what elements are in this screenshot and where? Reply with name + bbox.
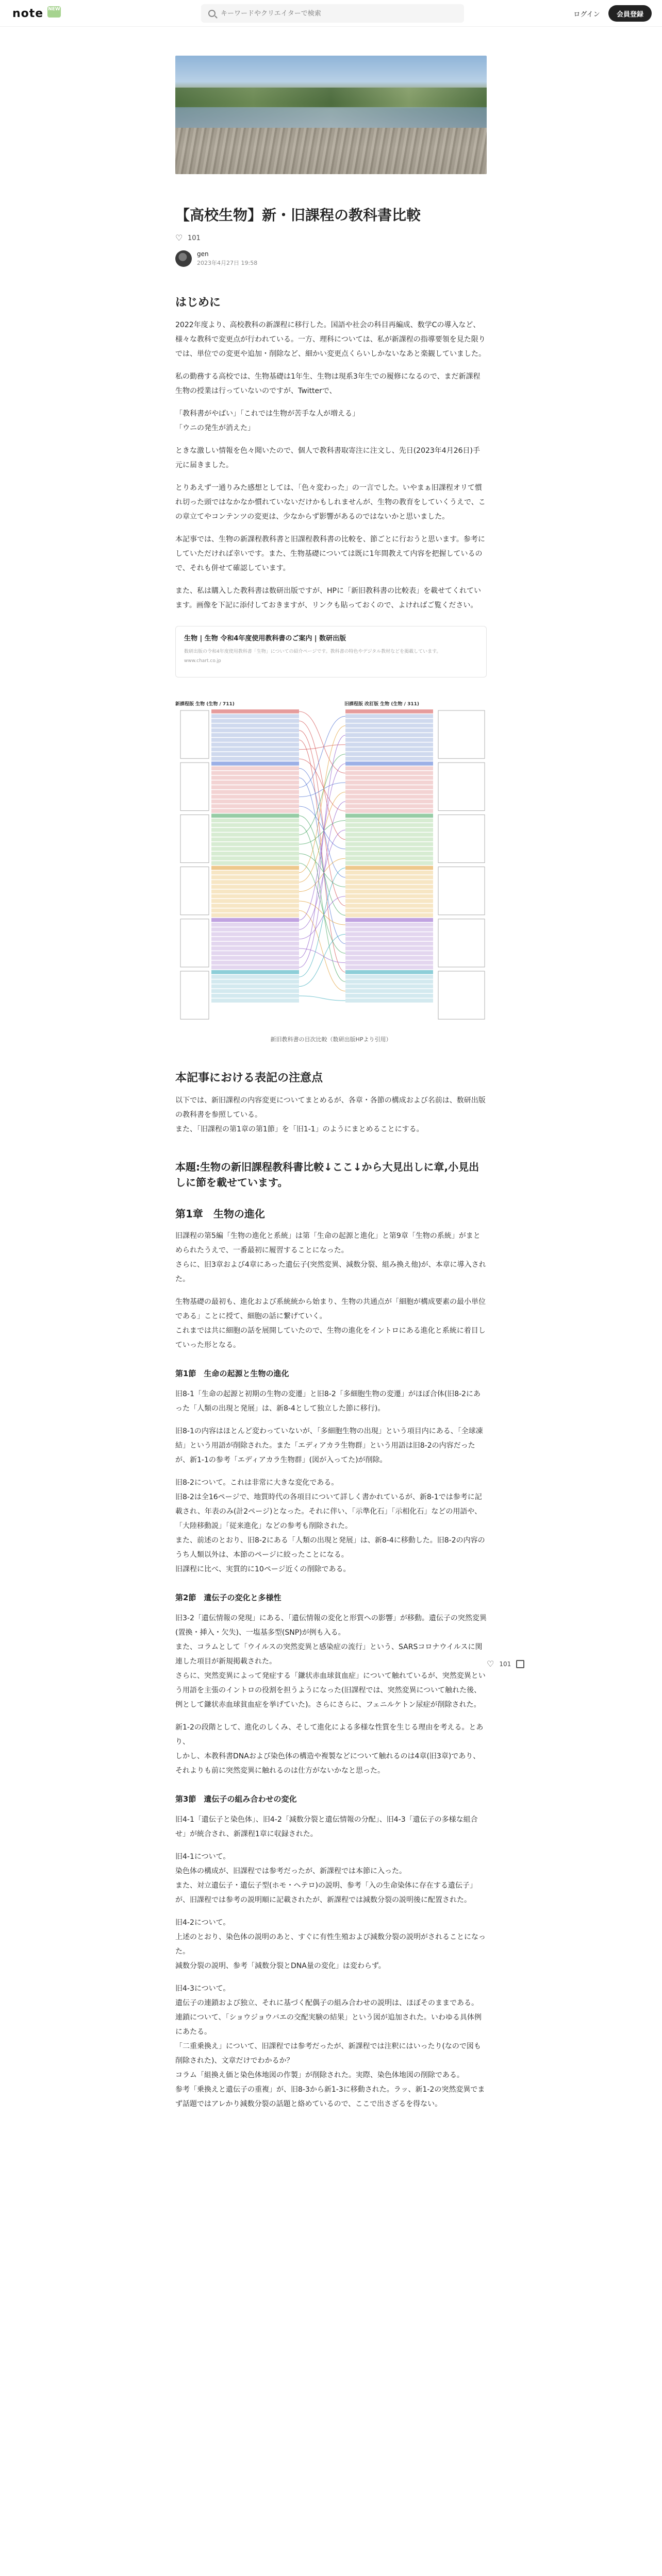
old-toc-row [345,871,433,875]
connector-line [299,802,345,968]
old-toc-row [345,913,433,918]
new-toc-row [211,856,299,860]
new-toc-row [211,985,299,989]
search-input[interactable] [221,10,448,18]
paragraph-line: 新1-2の段階として、進化のしくみ、そして進化による多様な性質を生じる理由を考える。とあり、 [175,1723,484,1746]
article [175,56,487,2111]
paragraph-line: 減数分裂の説明、参考「減数分裂とDNA量の変化」は変わらず。 [175,1962,386,1970]
new-toc-row [211,998,299,1003]
new-toc-row [211,804,299,808]
old-toc-row [345,766,433,770]
signup-button[interactable]: 会員登録 [608,5,652,22]
old-toc-row [345,809,433,813]
paragraph-line: さらに、突然変異によって発症する「鎌状赤血球貧血症」について触れているが、突然変異という用語を主張のイントロの役割を担うようになった(旧課程では、突然変異について触れた後、例として鎌状赤血球貧血症を挙げていた)。さらにさらに、フェニルケトン尿症が削除された。 [175,1672,486,1709]
old-toc-row [345,776,433,780]
paragraph [175,1093,487,1137]
paragraph [175,318,487,361]
paragraph-line: 旧3-2「遺伝情報の発現」にある、「遺伝情報の変化と形質への影響」が移動。遺伝子の突然変異(置換・挿入・欠失)、一塩基多型(SNP)が例も入る。 [175,1614,487,1637]
paragraph [175,1476,487,1577]
old-toc-row [345,823,433,827]
new-toc-row [211,908,299,912]
old-toc-row [345,918,433,922]
old-toc-row [345,998,433,1003]
new-toc-row [211,738,299,742]
paragraph-line: また、私は購入した教科書は数研出版ですが、HPに「新旧教科書の比較表」を載せてくれています。画像を下記に添付しておきますが、リンクも貼っておくので、よければご覧ください。 [175,587,481,609]
new-toc-row [211,742,299,747]
new-toc-row [211,861,299,865]
comparison-diagram [175,708,487,1028]
old-toc-row [345,904,433,908]
paragraph-line: また、「旧課程の第1章の第1節」を「旧1-1」のようにまとめることにする。 [175,1125,424,1133]
paragraph-line: 旧8-2は全16ページで、地質時代の各項目について詳しく書かれているが、新8-1では参考に記載され、年表のみ(計2ページ)となった。それに伴い、「示準化石」「示相化石」などの用語や、「大陸移動説」「従来進化」などの参考も削除された。 [175,1493,482,1530]
author-meta [197,250,257,267]
paragraph [175,1916,487,1973]
paragraph [175,1981,487,2111]
old-toc-row [345,748,433,752]
new-toc-row [211,918,299,922]
old-toc-row [345,970,433,974]
old-toc-row [345,885,433,889]
new-chapter-bracket [180,919,209,967]
new-toc-row [211,880,299,884]
paragraph [175,1850,487,1907]
old-chapter-bracket [438,867,485,915]
new-toc-row [211,814,299,818]
old-toc-row [345,709,433,714]
new-toc-row [211,913,299,918]
old-toc-row [345,833,433,837]
figure-caption: 新旧教科書の目次比較（数研出版HPより引用） [270,1036,392,1043]
paragraph [175,1387,487,1416]
paragraph [175,1424,487,1467]
paragraph [175,1812,487,1841]
old-toc-row [345,842,433,846]
old-toc-row [345,828,433,832]
old-toc-row [345,880,433,884]
new-toc-row [211,766,299,770]
paragraph-line: これまでは共に細胞の話を展開していたので、生物の進化をイントロにある進化と系統に着目していった形となる。 [175,1327,486,1349]
old-chapter-bracket [438,710,485,758]
old-toc-row [345,714,433,718]
old-toc-row [345,728,433,733]
link-card-url: www.chart.co.jp [184,658,221,664]
heading-main: 本題:生物の新旧課程教科書比較↓ここ↓から大見出しに章,小見出しに節を載せています。 [175,1161,479,1189]
paragraph-line: 生物基礎の最初も、進化および系統統から始まり、生物の共通点が「細胞が構成要素の最小単位である」ことに授て、細胞の話に繋げていく。 [175,1298,486,1320]
hero-trees [175,88,487,108]
new-toc-row [211,724,299,728]
old-toc-row [345,908,433,912]
paragraph-line: 旧課程の第5編「生物の進化と系統」は第「生命の起源と進化」と第9章「生物の系統」がまとめられたうえで、一番最初に履習することになった。 [175,1232,481,1255]
paragraph [175,481,487,524]
connector-line [299,778,345,944]
connector-line [299,934,345,986]
paragraph-line: さらに、旧3章および4章にあった遺伝子(突然変異、減数分裂、組み換え他)が、本章に導入された。 [175,1261,486,1283]
side-actions [487,1659,524,1669]
paragraph [175,406,487,435]
new-toc-row [211,970,299,974]
old-toc-row [345,937,433,941]
logo-badge: NEW [47,6,61,18]
connector-line [299,716,345,787]
hero-image [175,56,487,174]
new-toc-row [211,875,299,879]
like-count: 101 [188,234,201,242]
new-toc-row [211,942,299,946]
old-chapter-bracket [438,919,485,967]
new-chapter-bracket [180,710,209,758]
old-toc-row [345,894,433,899]
new-toc-row [211,748,299,752]
author-row [175,249,487,268]
old-toc-row [345,800,433,804]
new-toc-row [211,951,299,955]
connector-line [299,792,345,882]
old-toc-row [345,989,433,993]
paragraph [175,1720,487,1778]
new-toc-row [211,885,299,889]
paragraph-line: 参考「乗換えと遺伝子の重複」が、旧8-3から新1-3に移動された。ラッ、新1-2の突然変異でまず話題ではアレかり減数分裂の話題と絡めているので、ここで出さざるを得ない。 [175,2086,485,2108]
new-toc-row [211,975,299,979]
paragraph-line: 旧4-3について。 [175,1985,230,1993]
new-toc-row [211,776,299,780]
paragraph-line: 「二重乗換え」について、旧課程では参考だったが、新課程では注釈にはいったり(なので図も削除された)、文章だけでわかるか？ [175,2042,481,2065]
post-date: 2023年4月27日 19:58 [197,260,258,266]
old-toc-row [345,942,433,946]
new-toc-row [211,894,299,899]
old-toc-row [345,899,433,903]
old-toc-row [345,951,433,955]
old-toc-row [345,733,433,737]
old-toc-row [345,781,433,785]
old-toc-row [345,819,433,823]
new-chapter-bracket [180,762,209,810]
new-toc-row [211,752,299,756]
paragraph-line: 2022年度より、高校教科の新課程に移行した。国語や社会の科目再編成、数学Cの導入など、様々な教科で変更点が行われている。一方、理科については、私が新課程の指導要領を見た限りでは、単位での変更や追加・削除など、細かい変更点くらいしかないなあと楽観していました。 [175,321,486,358]
paragraph-line: 旧8-1「生命の起源と初期の生物の変遷」と旧8-2「多細胞生物の変遷」がほぼ合体(旧8-2にあった「人類の出現と発展」は、新8-4として独立した節に移行)。 [175,1390,481,1413]
new-toc-row [211,994,299,998]
old-chapter-bracket [438,762,485,810]
new-toc-row [211,866,299,870]
connector-line [299,764,345,920]
link-card-title: 生物 | 生物 令和4年度使用教科書のご案内 | 数研出版 [184,635,346,642]
old-toc-row [345,790,433,794]
new-toc-row [211,927,299,931]
old-toc-row [345,757,433,761]
old-toc-row [345,785,433,789]
old-chapter-bracket [438,971,485,1019]
new-toc-row [211,956,299,960]
like-row [175,233,487,243]
link-card-description: 数研出版の令和4年度使用教科書「生物」についての紹介ページです。教科書の特色やデジタル教材などを掲載しています。 [184,649,441,654]
heading-section-2: 第2節 遺伝子の変化と多様性 [175,1593,282,1602]
paragraph-line: 「ウニの発生が消えた」 [175,424,255,432]
new-toc-row [211,871,299,875]
old-toc-row [345,742,433,747]
heading-notes: 本記事における表記の注意点 [175,1072,323,1084]
old-toc-row [345,814,433,818]
old-toc-row [345,927,433,931]
connector-line [299,996,345,1001]
share-icon[interactable] [516,1660,524,1668]
top-header [0,0,662,27]
paragraph-line: しかし、本教科書DNAおよび染色体の構造や複製などについて触れるのは4章(旧3章)であり、それよりも前に突然変異に触れるのは仕方がないかなと思った。 [175,1752,481,1775]
new-toc-row [211,785,299,789]
figure-left-label: 新課程版 生物 (生物 / 711) [175,702,235,707]
new-toc-row [211,819,299,823]
link-card[interactable] [175,626,487,677]
paragraph-line: 旧4-1について。 [175,1853,230,1861]
new-toc-row [211,937,299,941]
side-like-count: 101 [499,1660,511,1668]
old-toc-row [345,724,433,728]
heart-icon[interactable]: ♡ [175,233,183,243]
paragraph [175,1611,487,1712]
old-toc-row [345,923,433,927]
new-toc-row [211,961,299,965]
new-toc-row [211,833,299,837]
new-toc-row [211,790,299,794]
paragraph-line: 「教科書がやばい」「これでは生物が苦手な人が増える」 [175,410,359,418]
new-toc-row [211,828,299,832]
new-toc-row [211,932,299,936]
new-toc-row [211,989,299,993]
paragraph [175,532,487,575]
new-toc-row [211,904,299,908]
new-chapter-bracket [180,815,209,862]
new-toc-row [211,890,299,894]
connector-line [299,711,345,773]
old-chapter-bracket [438,815,485,862]
new-chapter-bracket [180,867,209,915]
old-toc-row [345,752,433,756]
search-bar[interactable] [201,4,464,23]
new-toc-row [211,979,299,984]
old-toc-row [345,979,433,984]
paragraph-line: 連鎖について、「ショウジョウバエの交配実験の結果」という図が追加された。いわゆる具体例にあたる。 [175,2013,482,2036]
paragraph [175,1295,487,1352]
new-toc-row [211,733,299,737]
new-toc-row [211,847,299,851]
new-toc-row [211,795,299,799]
new-toc-row [211,761,299,766]
old-toc-row [345,719,433,723]
heading-section-3: 第3節 遺伝子の組み合わせの変化 [175,1794,297,1804]
old-toc-row [345,852,433,856]
paragraph-line: 遺伝子の連鎖および独立、それに基づく配偶子の組み合わせの説明は、ほぼそのままである。 [175,1999,478,2007]
old-toc-row [345,890,433,894]
new-toc-row [211,714,299,718]
paragraph-line: とりあえず一通りみた感想としては、「色々変わった」の一言でした。いやまぁ旧課程オリて慣れ切った頭ではなかなか慣れていないだけかもしれませんが、生物の教育をしていくうえで、この章立てやコンテンツの変更は、少なからず影響があるのではないかと思いました。 [175,484,486,521]
paragraph-line: 旧8-1の内容はほとんど変わっていないが、「多細胞生物の出現」という項目内にある、「全球凍結」という用語が削除された。また「エディアカラ生物群」という用語は旧8-2の内容だったが、新1-1の参考「エディアカラ生物群」(図が入ってた)が削除。 [175,1427,483,1464]
new-toc-row [211,923,299,927]
figure-right-label: 旧課程版 改訂版 生物 (生物 / 311) [344,702,419,707]
new-toc-row [211,728,299,733]
old-toc-row [345,804,433,808]
new-toc-row [211,719,299,723]
hero-river [175,107,487,128]
new-toc-row [211,781,299,785]
search-icon [208,10,216,17]
paragraph-line: 旧8-2について。これは非常に大きな変化である。 [175,1479,339,1487]
paragraph [175,584,487,613]
old-toc-row [345,985,433,989]
new-toc-row [211,800,299,804]
paragraph-line: また、コラムとして「ウイルスの突然変異と感染症の流行」という、SARSコロナウイルスに関連した項目が新規掲載された。 [175,1643,483,1666]
old-toc-row [345,771,433,775]
note-logo[interactable]: note [12,7,44,20]
old-toc-row [345,965,433,970]
old-toc-row [345,847,433,851]
old-toc-row [345,795,433,799]
new-toc-row [211,842,299,846]
new-toc-row [211,946,299,951]
paragraph-line: 上述のとおり、染色体の説明のあと、すぐに有性生殖および減数分裂の説明がされることになった。 [175,1933,486,1956]
old-toc-row [345,956,433,960]
old-toc-row [345,761,433,766]
new-toc-row [211,809,299,813]
old-toc-row [345,932,433,936]
hero-riverbed [175,128,487,174]
connector-line [299,863,345,953]
paragraph-line: コラム「組換え価と染色体地図の作製」が削除された。実際、染色体地図の削除である。 [175,2071,464,2079]
paragraph-line: 本記事では、生物の新課程教科書と旧課程教科書の比較を、節ごとに行おうと思います。参考にしていただければ幸いです。また、生物基礎については既に1年間教えて内容を把握しているので、それも併せて確認しています。 [175,535,485,572]
paragraph-line: 旧4-2について。 [175,1919,230,1927]
heading-section-1: 第1節 生命の起源と生物の進化 [175,1369,289,1378]
old-toc-row [345,738,433,742]
new-toc-row [211,965,299,970]
new-toc-row [211,757,299,761]
new-toc-row [211,823,299,827]
paragraph [175,444,487,472]
new-toc-row [211,837,299,841]
old-toc-row [345,856,433,860]
old-toc-row [345,837,433,841]
new-toc-row [211,899,299,903]
old-toc-row [345,994,433,998]
new-toc-row [211,709,299,714]
old-toc-row [345,961,433,965]
old-toc-row [345,946,433,951]
article-title: 【高校生物】新・旧課程の教科書比較 [175,207,421,224]
paragraph-line: 以下では、新旧課程の内容変更についてまとめるが、各章・各節の構成および名前は、数研出版の教科書を参照している。 [175,1096,486,1119]
old-toc-row [345,975,433,979]
connector-line [299,735,345,958]
paragraph-line: また、前述のとおり、旧8-2にある「人類の出現と発展」は、新8-4に移動した。旧8-2の内容のうち人類以外は、本節のページに絞ったことになる。 [175,1536,485,1559]
paragraph-line: 旧4-1「遺伝子と染色体」、旧4-2「減数分裂と遺伝情報の分配」、旧4-3「遺伝子の多様な組合せ」が統合され、新課程1章に収録された。 [175,1816,478,1838]
paragraph-line: 旧課程に比べ、実質的に10ページ近くの削除である。 [175,1565,351,1573]
old-toc-row [345,875,433,879]
avatar[interactable] [175,250,192,267]
new-chapter-bracket [180,971,209,1019]
heading-chapter-1: 第1章 生物の進化 [175,1208,265,1220]
new-toc-row [211,852,299,856]
heading-intro: はじめに [175,296,221,309]
connector-line [299,854,345,887]
login-button[interactable]: ログイン [570,5,603,22]
author-name[interactable]: gen [197,250,209,258]
paragraph-line: 私の勤務する高校では、生物基礎は1年生、生物は現系3年生での履修になるので、まだ新課程生物の授業は行っていないのですが、Twitterで、 [175,372,481,395]
paragraph-line: ときな激しい情報を色々聞いたので、個人で教科書取寄注に注文し、先日(2023年4月26日)手元に届きました。 [175,447,480,469]
old-toc-row [345,861,433,865]
paragraph-line: また、対立遺伝子・遺伝子型(ホモ・ヘテロ)の説明、参考「入の生命染体に存在する遺伝子」が、旧課程では参考の説明順に記載されたが、新課程では減数分裂の説明後に配置された。 [175,1882,477,1904]
comparison-figure [175,700,487,1030]
old-toc-row [345,866,433,870]
side-heart-icon[interactable]: ♡ [487,1659,494,1669]
paragraph [175,1229,487,1286]
new-toc-row [211,771,299,775]
paragraph [175,369,487,398]
connector-line [299,858,345,891]
paragraph-line: 染色体の構成が、旧課程では参考だったが、新課程では本節に入った。 [175,1867,406,1875]
